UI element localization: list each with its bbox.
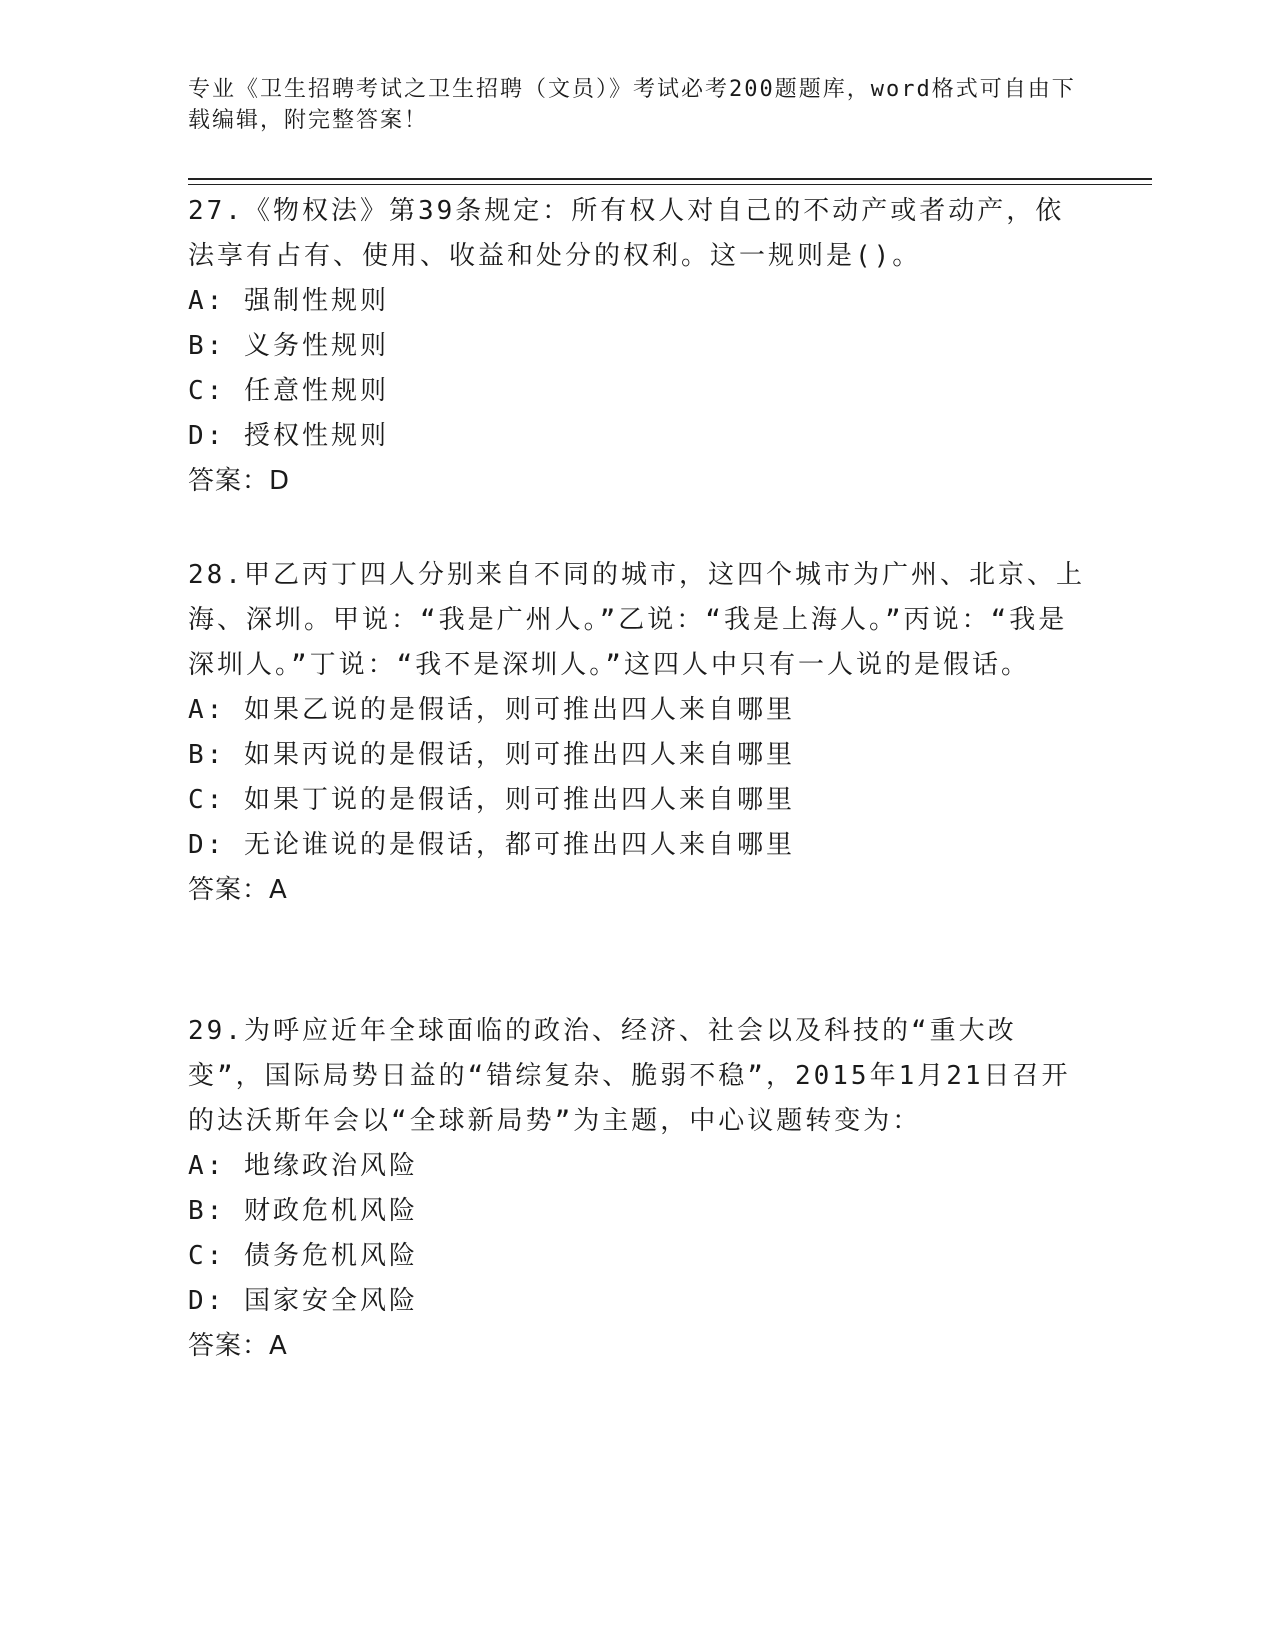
option-d: D: 国家安全风险 — [188, 1286, 418, 1316]
document-header: 专业《卫生招聘考试之卫生招聘（文员）》考试必考200题题库，word格式可自由下载编辑，附完整答案！ — [188, 77, 1076, 133]
question-28 — [188, 553, 1088, 913]
answer-line: 答案：A — [188, 875, 288, 905]
option-b: B: 如果丙说的是假话，则可推出四人来自哪里 — [188, 740, 795, 770]
question-stem: 29.为呼应近年全球面临的政治、经济、社会以及科技的“重大改变”，国际局势日益的“错综复杂、脆弱不稳”，2015年1月21日召开的达沃斯年会以“全球新局势”为主题，中心议题转变为： — [188, 1016, 1071, 1136]
option-a: A: 强制性规则 — [188, 286, 389, 316]
option-b: B: 财政危机风险 — [188, 1196, 418, 1226]
question-29 — [188, 1009, 1088, 1369]
option-a: A: 如果乙说的是假话，则可推出四人来自哪里 — [188, 695, 795, 725]
answer-line: 答案：D — [188, 466, 291, 496]
option-c: C: 如果丁说的是假话，则可推出四人来自哪里 — [188, 785, 795, 815]
question-27 — [188, 189, 1088, 504]
option-c: C: 债务危机风险 — [188, 1241, 418, 1271]
header-divider-thick — [188, 178, 1152, 180]
option-d: D: 无论谁说的是假话，都可推出四人来自哪里 — [188, 830, 795, 860]
question-stem: 28.甲乙丙丁四人分别来自不同的城市，这四个城市为广州、北京、上海、深圳。甲说：“我是广州人。”乙说：“我是上海人。”丙说：“我是深圳人。”丁说：“我不是深圳人。”这四人中只有一人说的是假话。 — [188, 560, 1085, 680]
option-a: A: 地缘政治风险 — [188, 1151, 418, 1181]
question-stem: 27.《物权法》第39条规定：所有权人对自己的不动产或者动产，依法享有占有、使用、收益和处分的权利。这一规则是()。 — [188, 196, 1065, 271]
answer-line: 答案：A — [188, 1331, 288, 1361]
header-divider-thin — [188, 184, 1152, 185]
option-b: B: 义务性规则 — [188, 331, 389, 361]
option-c: C: 任意性规则 — [188, 376, 389, 406]
option-d: D: 授权性规则 — [188, 421, 389, 451]
